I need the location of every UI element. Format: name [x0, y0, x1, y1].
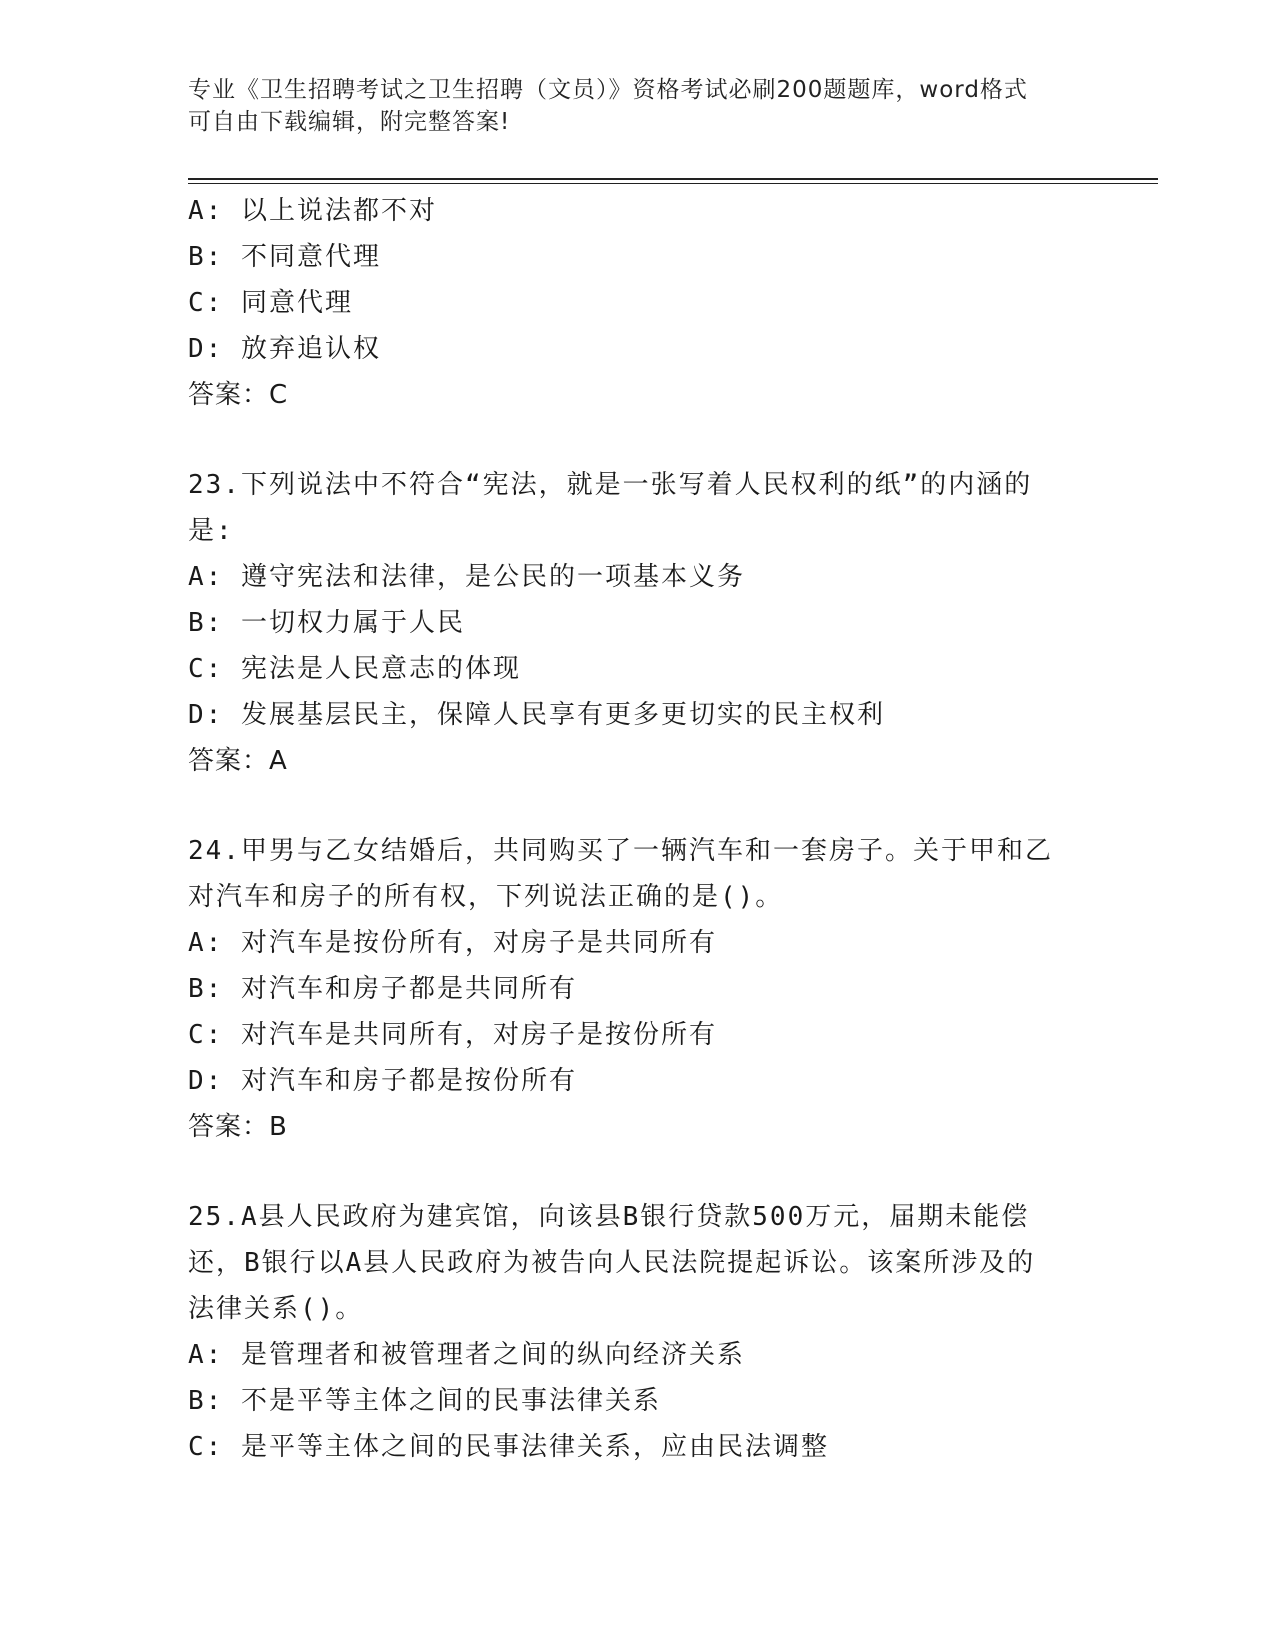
option-b: B: 对汽车和房子都是共同所有 — [188, 974, 577, 1004]
option-b: B: 不是平等主体之间的民事法律关系 — [188, 1386, 661, 1416]
header-title-line-2: 可自由下载编辑，附完整答案! — [188, 109, 511, 135]
header-divider-thick — [188, 178, 1158, 180]
question-block-24 — [188, 828, 1088, 1150]
option-d: D: 放弃追认权 — [188, 334, 381, 364]
option-a: A: 以上说法都不对 — [188, 196, 437, 226]
option-c: C: 是平等主体之间的民事法律关系，应由民法调整 — [188, 1432, 829, 1462]
document-header — [188, 74, 1088, 138]
question-list — [188, 188, 1088, 1470]
option-d: D: 对汽车和房子都是按份所有 — [188, 1066, 577, 1096]
question-stem-line-2: 还，B银行以A县人民政府为被告向人民法院提起诉讼。该案所涉及的 — [188, 1248, 1036, 1278]
option-d: D: 发展基层民主，保障人民享有更多更切实的民主权利 — [188, 700, 885, 730]
question-block-23 — [188, 462, 1088, 784]
option-a: A: 对汽车是按份所有，对房子是共同所有 — [188, 928, 717, 958]
option-a: A: 遵守宪法和法律，是公民的一项基本义务 — [188, 562, 745, 592]
answer-line: 答案：C — [188, 380, 289, 410]
question-stem-line-1: 24.甲男与乙女结婚后，共同购买了一辆汽车和一套房子。关于甲和乙 — [188, 836, 1053, 866]
question-block-25 — [188, 1194, 1088, 1470]
question-stem-line-1: 23.下列说法中不符合“宪法，就是一张写着人民权利的纸”的内涵的 — [188, 470, 1033, 500]
option-b: B: 一切权力属于人民 — [188, 608, 465, 638]
option-c: C: 对汽车是共同所有，对房子是按份所有 — [188, 1020, 717, 1050]
question-stem-line-3: 法律关系()。 — [188, 1294, 364, 1324]
answer-line: 答案：A — [188, 746, 288, 776]
option-b: B: 不同意代理 — [188, 242, 381, 272]
option-a: A: 是管理者和被管理者之间的纵向经济关系 — [188, 1340, 745, 1370]
question-stem-line-2: 对汽车和房子的所有权，下列说法正确的是()。 — [188, 882, 784, 912]
question-stem-line-1: 25.A县人民政府为建宾馆，向该县B银行贷款500万元，届期未能偿 — [188, 1202, 1030, 1232]
option-c: C: 同意代理 — [188, 288, 353, 318]
header-title-line-1: 专业《卫生招聘考试之卫生招聘（文员）》资格考试必刷200题题库，word格式 — [188, 77, 1028, 103]
question-stem-line-2: 是: — [188, 516, 234, 546]
question-block-prev — [188, 188, 1088, 418]
header-divider-thin — [188, 183, 1158, 184]
answer-line: 答案：B — [188, 1112, 288, 1142]
option-c: C: 宪法是人民意志的体现 — [188, 654, 521, 684]
